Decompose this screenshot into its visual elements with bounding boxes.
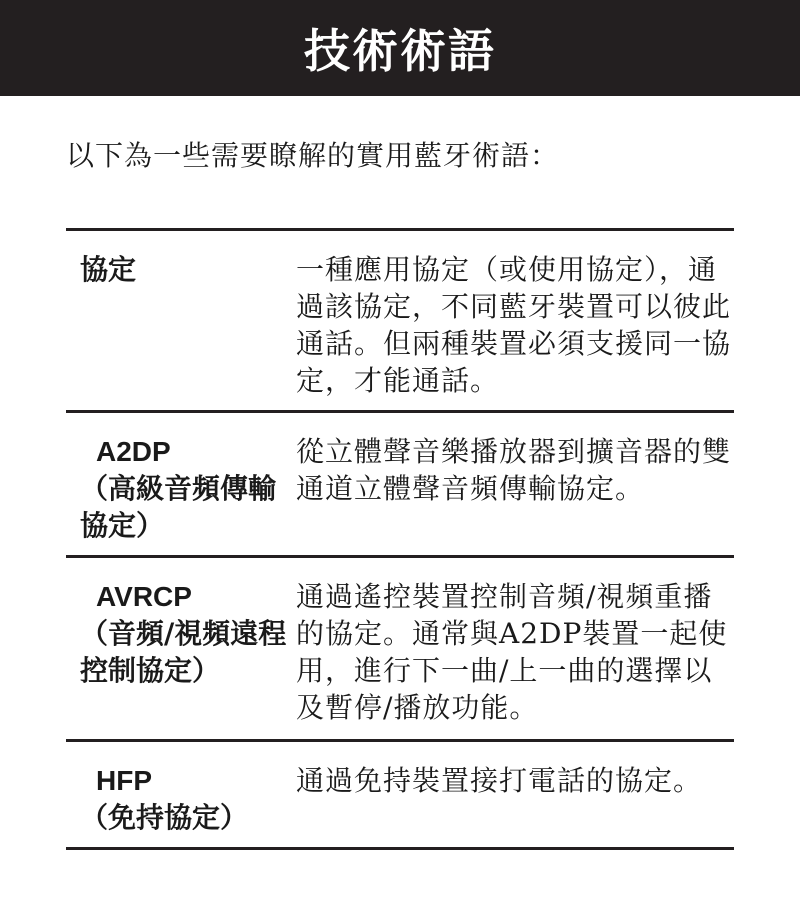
term-cell xyxy=(66,742,296,847)
page-title: 技術術語 xyxy=(304,24,496,78)
term-english: A2DP xyxy=(96,436,171,467)
table-row xyxy=(66,231,734,413)
term-chinese: 協定 xyxy=(80,253,137,286)
term-chinese: （音頻/視頻遠程控制協定） xyxy=(80,617,287,687)
glossary-table xyxy=(66,228,734,850)
intro-text: 以下為一些需要瞭解的實用藍牙術語： xyxy=(66,139,560,172)
definition-cell: 一種應用協定（或使用協定），通過該協定，不同藍牙裝置可以彼此通話。但兩種裝置必須支援同一協定，才能通話。 xyxy=(296,253,732,397)
term-chinese: （高級音頻傳輸協定） xyxy=(80,472,277,542)
term-cell xyxy=(66,558,296,739)
table-row xyxy=(66,413,734,558)
term-cell xyxy=(66,231,296,410)
definition-cell: 通過免持裝置接打電話的協定。 xyxy=(296,764,703,797)
header-banner xyxy=(0,0,800,96)
table-row xyxy=(66,742,734,850)
term-chinese: （免持協定） xyxy=(80,801,249,834)
term-cell xyxy=(66,413,296,555)
table-row xyxy=(66,558,734,742)
definition-cell: 通過遙控裝置控制音頻/視頻重播的協定。通常與A2DP裝置一起使用，進行下一曲/上一曲的選擇以及暫停/播放功能。 xyxy=(296,580,728,724)
term-english: AVRCP xyxy=(96,581,192,612)
definition-cell: 從立體聲音樂播放器到擴音器的雙通道立體聲音頻傳輸協定。 xyxy=(296,435,732,505)
term-english: HFP xyxy=(96,765,152,796)
